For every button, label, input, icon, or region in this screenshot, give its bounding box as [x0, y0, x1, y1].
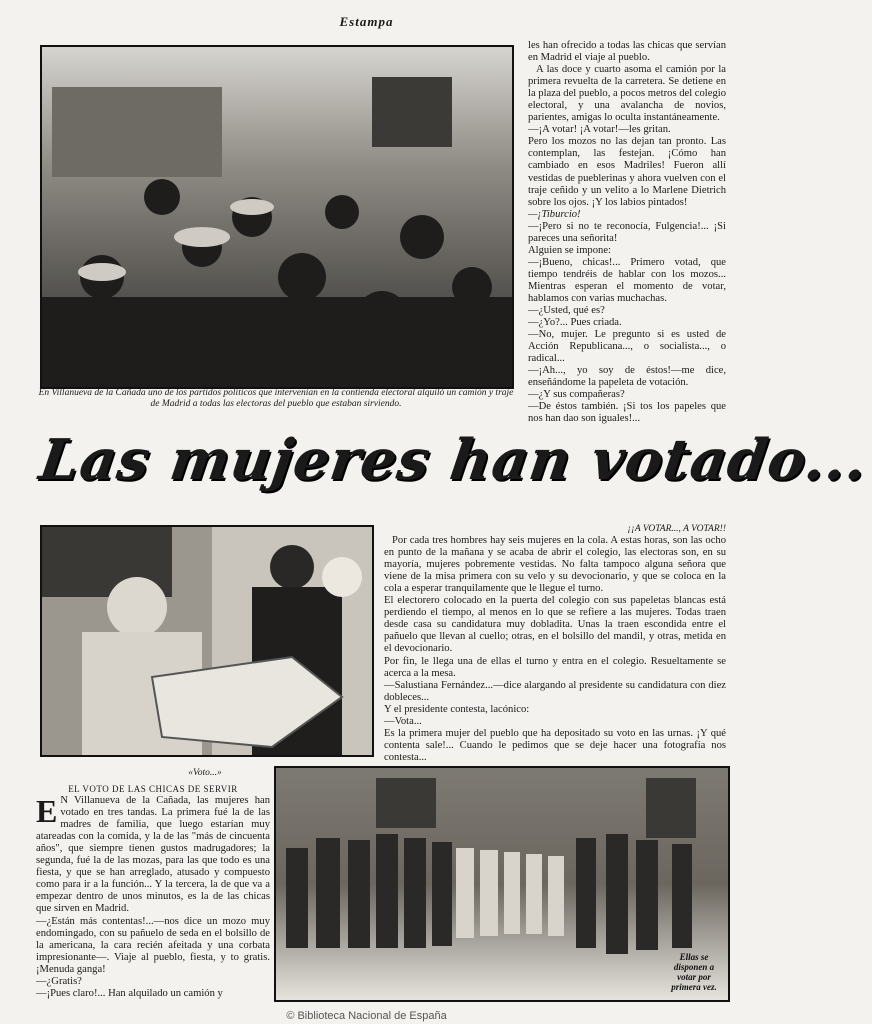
bottom-heading: EL VOTO DE LAS CHICAS DE SERVIR — [68, 784, 238, 794]
top-para: —De éstos también. ¡Si tos los papeles que nos han dao son iguales!... — [528, 401, 726, 425]
middle-column — [384, 523, 726, 764]
top-para: —No, mujer. Le pregunto si es usted de Acción Republicana..., o socialista..., o radical... — [528, 329, 726, 365]
middle-heading: ¡¡A VOTAR..., A VOTAR!! — [627, 524, 726, 534]
top-column — [528, 40, 726, 426]
top-para: —¿Usted, qué es? — [528, 305, 605, 317]
top-para: —¡A votar! ¡A votar!—les gritan. — [528, 124, 671, 136]
top-para: —¿Yo?... Pues criada. — [528, 317, 622, 329]
top-para: —¡Ah..., yo soy de éstos!—me dice, enseñándome la papeleta de votación. — [528, 365, 726, 389]
top-para: —¡Tiburcio! — [528, 208, 581, 220]
photo3-caption: Ellas se disponen a votar por primera vez. — [671, 952, 717, 992]
middle-para: —Vota... — [384, 715, 422, 727]
bottom-para: —¡Pues claro!... Han alquilado un camión y — [36, 987, 223, 999]
top-para: les han ofrecido a todas las chicas que servían en Madrid el viaje al pueblo. — [528, 40, 726, 64]
photo1-caption: En Villanueva de la Cañada uno de los partidos políticos que intervenían en la contienda electoral alquiló un camión y traje de Madrid a todas las electoras del pueblo que estaban sirviendo. — [38, 388, 514, 409]
dropcap: E — [36, 793, 58, 830]
middle-para: Por cada tres hombres hay seis mujeres en la cola. A estas horas, son las ocho en punto de la mañana y se acaba de abrir el colegio, las electoras son, en su mayoría, mujeres pobremente vestidas. No falta tampoco alguna señora que viene de la misa primera con su velo y su devocionario, y que se coloca en la cola a esperar tranquilamente que le llegue el turno. — [384, 535, 726, 595]
top-para: Alguien se impone: — [528, 244, 611, 256]
top-para: —¡Pero si no te reconocía, Fulgencia!... ¡Si pareces una señorita! — [528, 220, 726, 244]
top-para: A las doce y cuarto asoma el camión por la primera revuelta de la carretera. Se detiene en la plaza del pueblo, a pocos metros del colegio electoral, y una avalancha de novios, parientes, amigas lo oculta instantáneamente. — [528, 64, 726, 124]
bottom-para: N Villanueva de la Cañada, las mujeres han votado en tres tandas. La primera fué la de las madres de familia, que luego estarían muy atareadas con la comida, y la de las "más de cincuenta años", que siempre tienen gustos madrugadores; la segunda, fué la de las mozas, para las que todo es una fiesta, y que se han arreglado, atusado y compuesto como para ir a la función... Y la tercera, la de que va a empezar dentro de unos minutos, es la de las chicas que sirven en Madrid. — [36, 795, 270, 915]
ballot-box-photo — [40, 525, 374, 757]
middle-para: Y el presidente contesta, lacónico: — [384, 703, 530, 715]
bottom-para: —¿Gratis? — [36, 975, 82, 987]
queue-photo — [274, 766, 730, 1002]
photo2-caption: «Voto...» — [188, 768, 222, 778]
middle-para: —Salustiana Fernández...—dice alargando al presidente su candidatura con diez dobleces... — [384, 679, 726, 703]
middle-para: El electorero colocado en la puerta del colegio con sus papeletas blancas está perdiendo el tiempo, al menos en lo que se refiere a las mujeres. Todas traen desde casa su candidatura muy dobladita. Unas la traen escondida entre el pañuelo que llevan al cuello; otras, en el bolsillo del mandil, y otras, metida en el devocionario. — [384, 595, 726, 655]
headline: Las mujeres han votado... — [35, 427, 872, 493]
top-para: —¡Bueno, chicas!... Primero votad, que tiempo tendréis de hablar con los mozos... Mientras esperan el momento de votar, hablamos con varias muchachas. — [528, 256, 726, 304]
bottom-para: —¿Están más contentas!...—nos dice un mozo muy endomingado, con su pañuelo de seda en el bolsillo de la americana, la cara recién afeitada y una corbata impresionante—. Viaje al pueblo, fiesta, y to gratis. ¡Menuda ganga! — [36, 915, 270, 975]
middle-para: Es la primera mujer del pueblo que ha depositado su voto en las urnas. ¡Y qué contenta sale!... Cuando le pedimos que se deje hacer una fotografía nos contesta... — [384, 727, 726, 763]
crowd-photo — [40, 45, 514, 389]
middle-para: Por fin, le llega una de ellas el turno y entra en el colegio. Resueltamente se acerca a la mesa. — [384, 655, 726, 679]
footer-credit: © Biblioteca Nacional de España — [286, 1010, 447, 1022]
bottom-column — [36, 783, 270, 1000]
masthead: Estampa — [339, 14, 394, 29]
top-para: Pero los mozos no las dejan tan pronto. Las contemplan, las festejan. ¡Cómo han cambiado en esos Madriles! Fueron allí vestidas de pueblerinas y ahora vuelven con el traje ceñido y un velito a lo Marlene Dietrich sobre los ojos. ¡Y los labios pintados! — [528, 136, 726, 208]
top-para: —¿Y sus compañeras? — [528, 389, 625, 401]
